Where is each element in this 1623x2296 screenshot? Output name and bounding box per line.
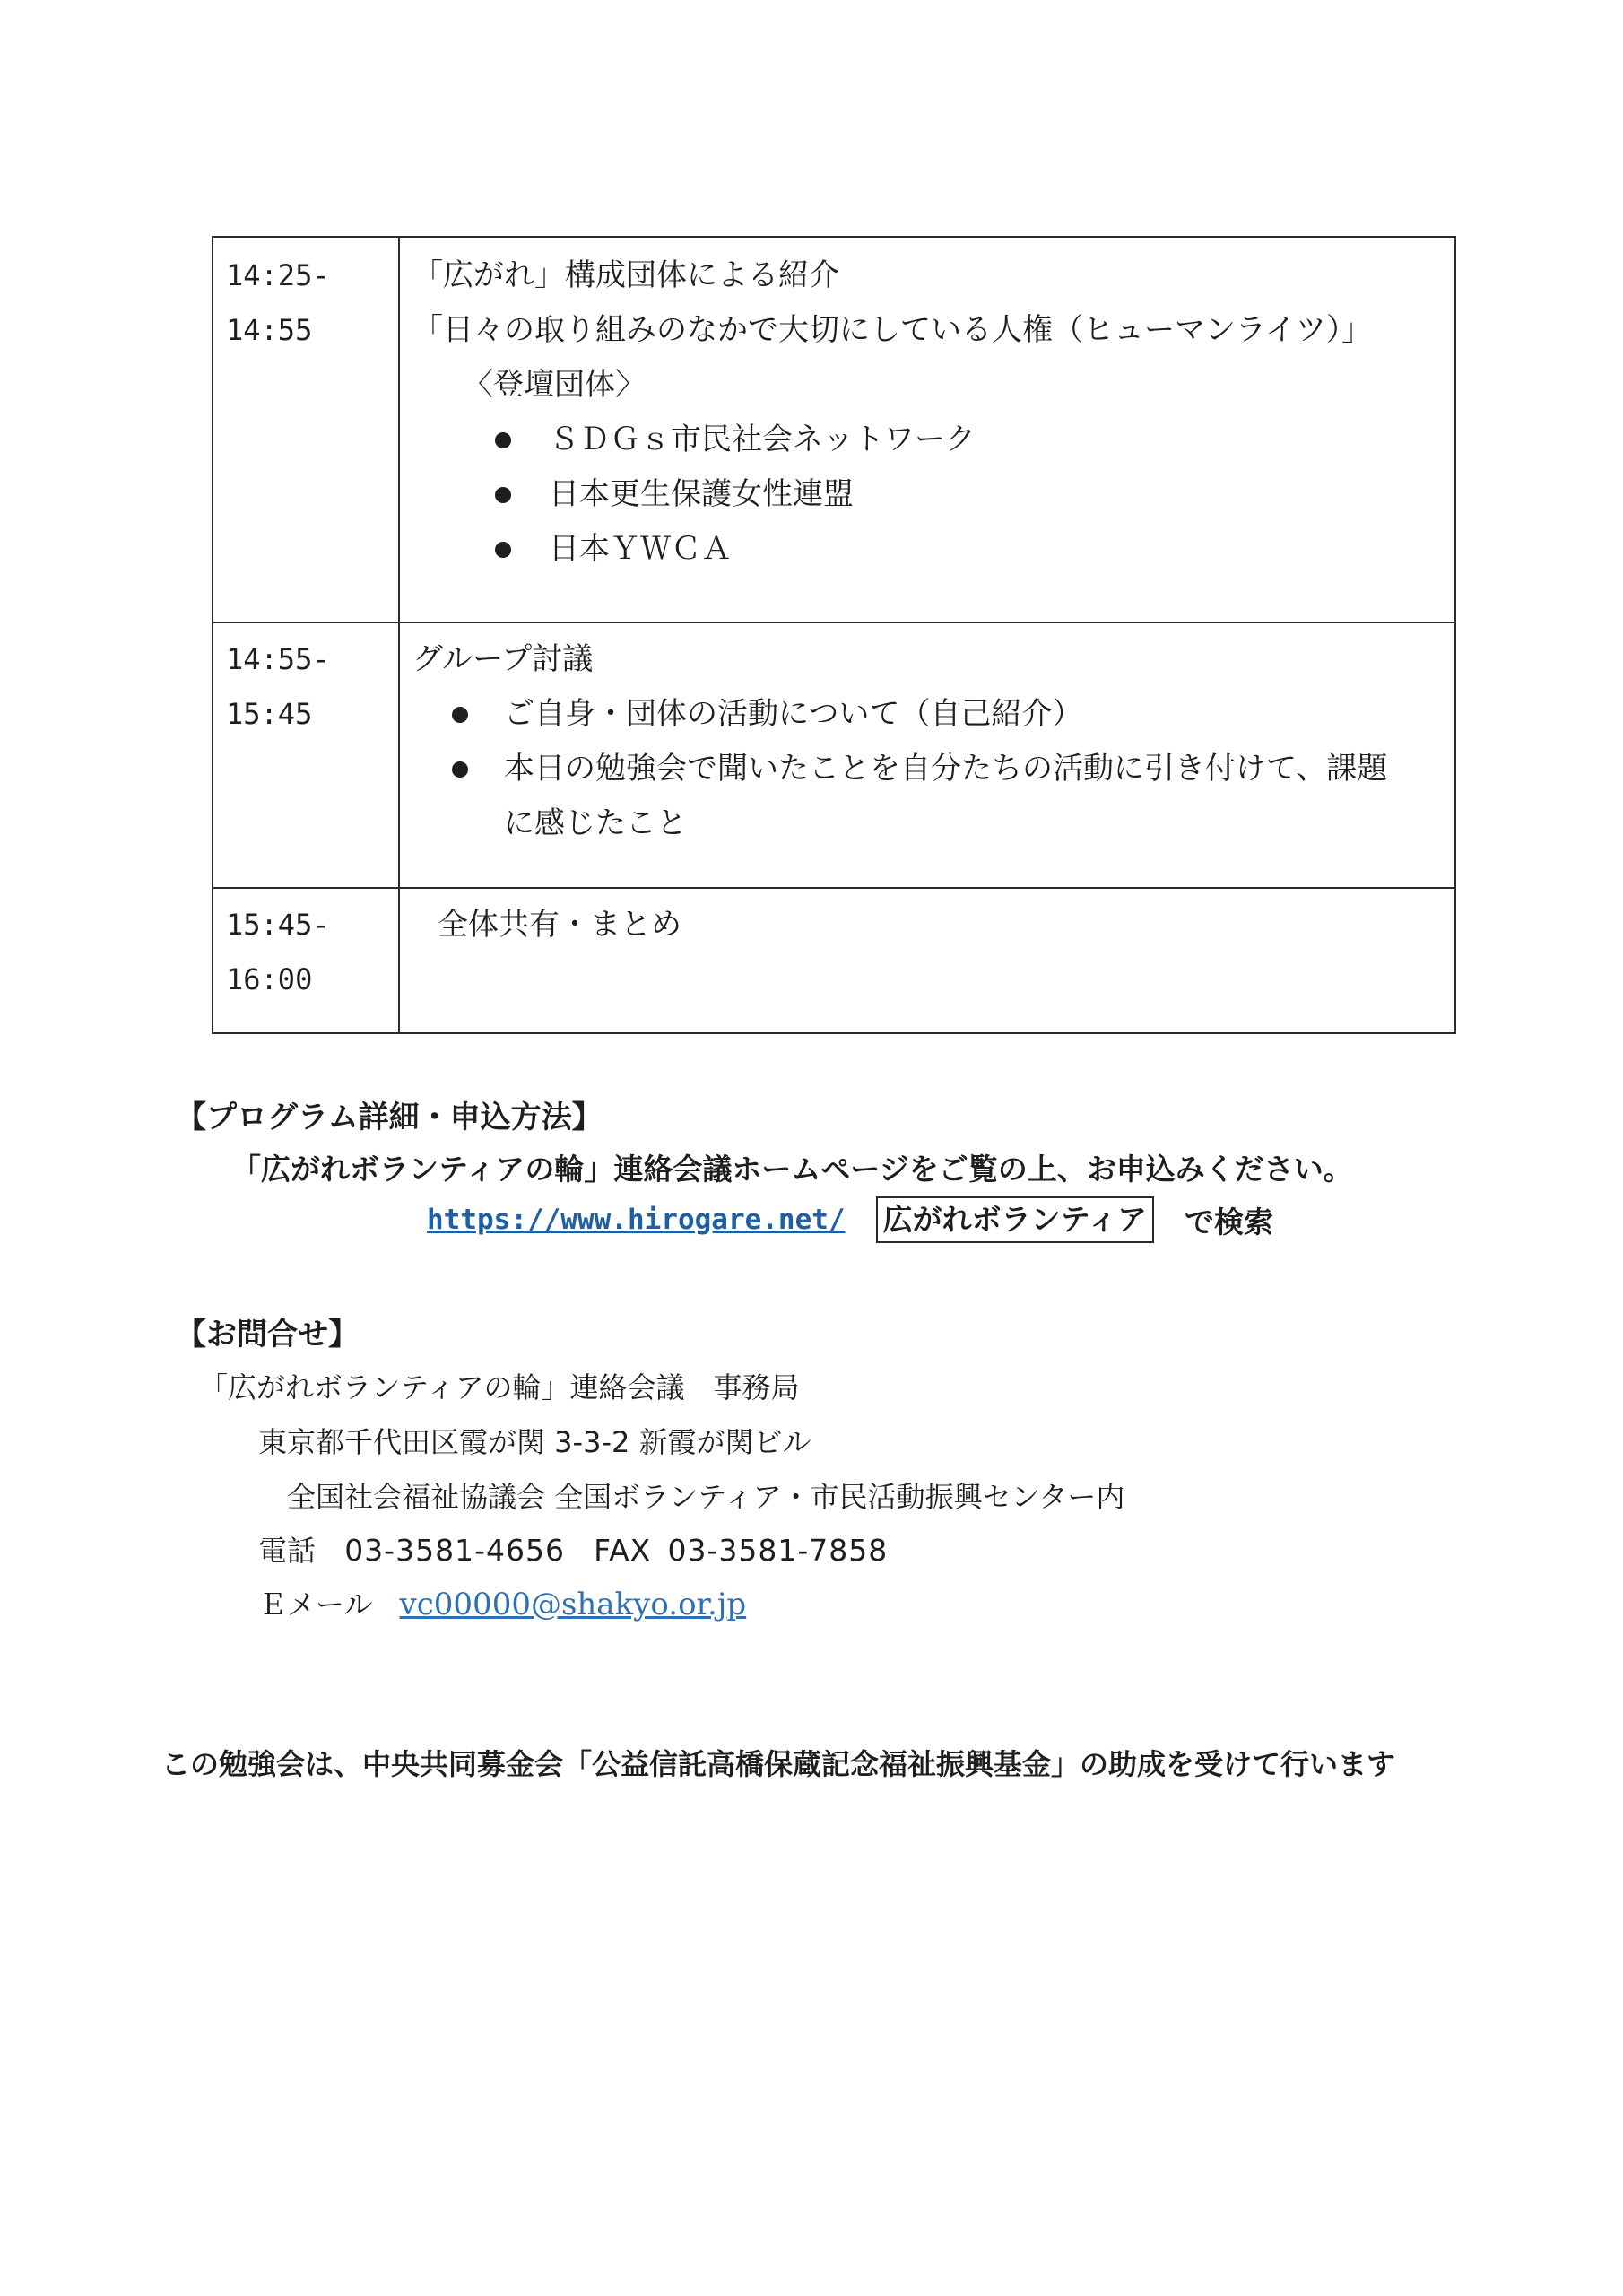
- bullet-icon: [495, 487, 511, 503]
- fax-label: FAX: [594, 1533, 652, 1568]
- list-item: [412, 522, 1440, 577]
- session-title: 「広がれ」構成団体による紹介: [412, 257, 839, 293]
- list-item: [412, 687, 1440, 742]
- time-cell-row-3: [226, 898, 387, 1007]
- table-row-divider: [213, 622, 1454, 623]
- table-column-divider: [398, 238, 400, 1032]
- contact-phone-line: [258, 1528, 888, 1570]
- list-item: [412, 413, 1440, 467]
- fax-number: 03-3581-7858: [667, 1533, 889, 1568]
- tel-number: 03-3581-4656: [344, 1533, 565, 1568]
- list-item-text: 日本ＹＷＣＡ: [549, 531, 732, 567]
- list-item-text: ご自身・団体の活動について（自己紹介）: [504, 696, 1083, 732]
- bullet-icon: [495, 432, 511, 448]
- email-label: Ｅメール: [258, 1587, 373, 1622]
- list-item-continuation: に感じたこと: [504, 805, 687, 841]
- time-cell-row-2: [226, 632, 387, 742]
- time-start: 14:25-: [226, 258, 330, 292]
- list-item-text: 本日の勉強会で聞いたことを自分たちの活動に引き付けて、課題: [504, 751, 1388, 787]
- bullet-icon: [452, 707, 468, 723]
- content-cell-row-3: [438, 898, 1440, 952]
- content-cell-row-2: [412, 632, 1440, 851]
- time-start: 14:55-: [226, 642, 330, 676]
- contact-address: 東京都千代田区霞が関 3-3-2 新霞が関ビル: [258, 1425, 812, 1459]
- website-link[interactable]: https://www.hirogare.net/: [427, 1204, 846, 1236]
- list-item-text: ＳＤＧｓ市民社会ネットワーク: [549, 422, 976, 457]
- contact-office: 全国社会福祉協議会 全国ボランティア・市民活動振興センター内: [287, 1480, 1125, 1514]
- funding-note: この勉強会は、中央共同募金会「公益信託高橋保蔵記念福祉振興基金」の助成を受けて行います: [161, 1747, 1396, 1781]
- speakers-label: 〈登壇団体〉: [463, 367, 646, 403]
- program-heading: 【プログラム詳細・申込方法】: [176, 1100, 603, 1135]
- program-instruction: 「広がれボランティアの輪」連絡会議ホームページをご覧の上、お申込みください。: [231, 1152, 1353, 1187]
- content-cell-row-1: [412, 248, 1440, 577]
- session-title: 全体共有・まとめ: [438, 907, 681, 943]
- time-cell-row-1: [226, 248, 387, 358]
- session-subtitle: 「日々の取り組みのなかで大切にしている人権（ヒューマンライツ）」: [412, 312, 1372, 348]
- search-term-box: 広がれボランティア: [876, 1196, 1154, 1243]
- list-item-text: 日本更生保護女性連盟: [549, 476, 854, 512]
- contact-email-line: [258, 1582, 746, 1623]
- contact-org: 「広がれボランティアの輪」連絡会議 事務局: [199, 1370, 800, 1405]
- email-link[interactable]: vc00000@shakyo.or.jp: [399, 1587, 747, 1622]
- search-suffix: で検索: [1184, 1204, 1273, 1239]
- session-title: グループ討議: [412, 641, 594, 677]
- time-end: 16:00: [226, 962, 313, 996]
- list-item: [412, 742, 1440, 796]
- time-end: 14:55: [226, 313, 313, 347]
- time-end: 15:45: [226, 697, 313, 731]
- contact-heading: 【お問合せ】: [176, 1317, 359, 1352]
- tel-label: 電話: [258, 1534, 317, 1568]
- search-guide: [427, 1196, 1273, 1243]
- bullet-icon: [452, 761, 468, 778]
- list-item: [412, 467, 1440, 522]
- bullet-icon: [495, 542, 511, 558]
- table-row-divider: [213, 887, 1454, 889]
- schedule-table: [212, 236, 1456, 1034]
- time-start: 15:45-: [226, 908, 330, 942]
